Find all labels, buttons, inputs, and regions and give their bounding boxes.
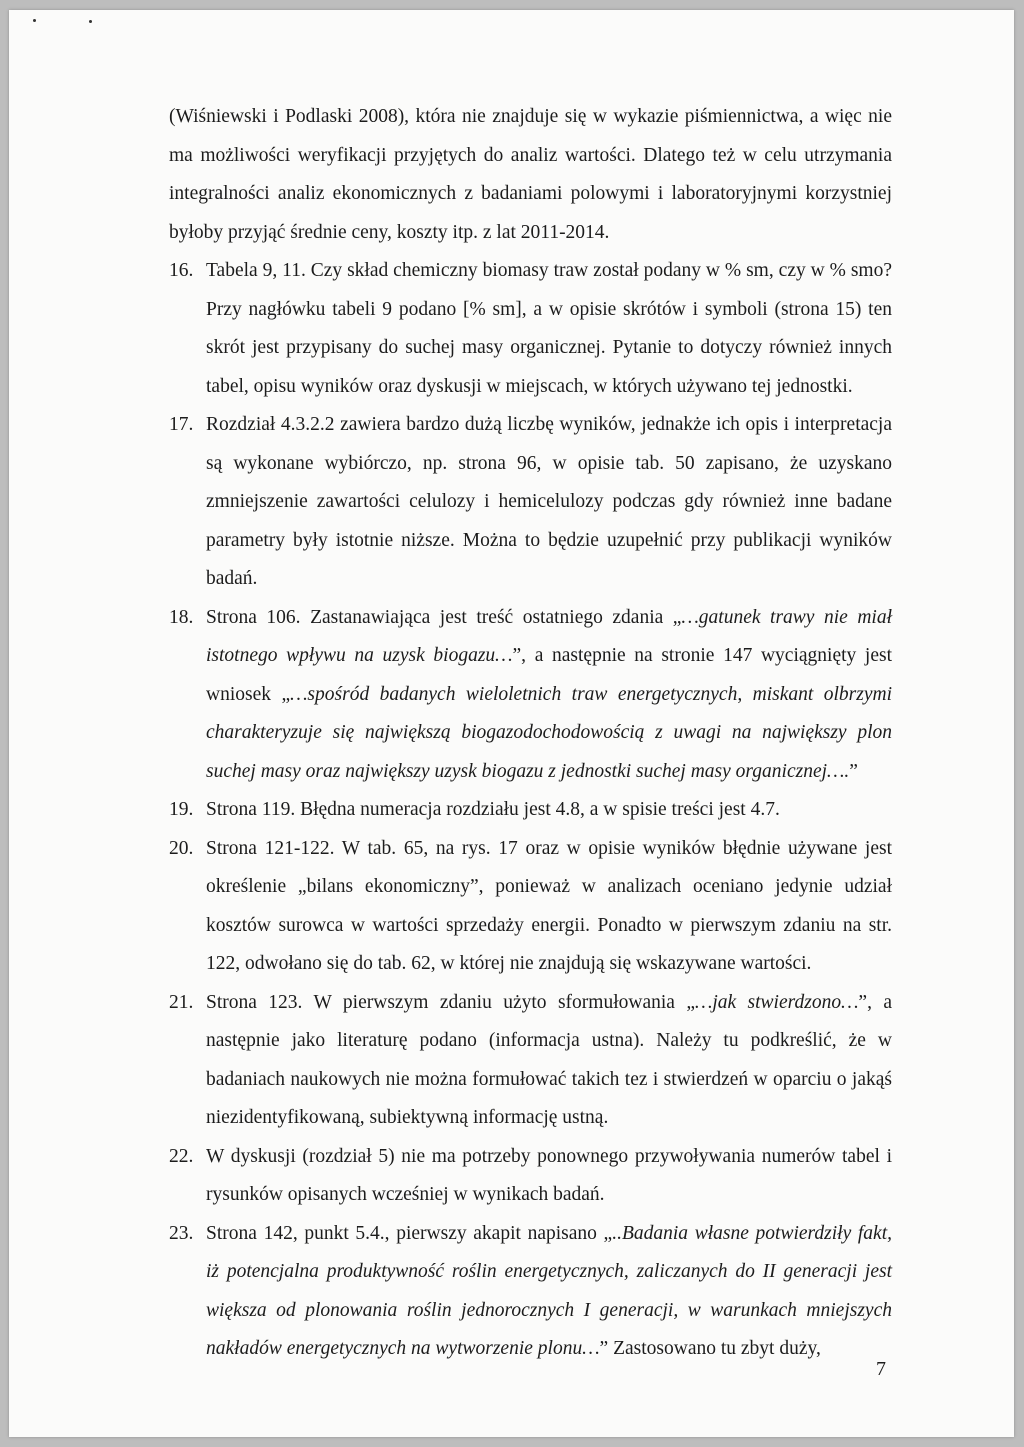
- list-item-number: 16.: [169, 260, 194, 281]
- list-item-text: [206, 830, 892, 984]
- list-item-text: [206, 406, 892, 599]
- intro-paragraph: (Wiśniewski i Podlaski 2008), która nie znajduje się w wykazie piśmiennictwa, a więc nie ma możliwości weryfikacji przyjętych do analiz wartości. Dlatego też w celu utrzymania integralności analiz ekonomicznych z badaniami polowymi i laboratoryjnymi korzystniej byłoby przyjąć średnie ceny, koszty itp. z lat 2011-2014.: [169, 106, 892, 243]
- text-segment: Strona 106. Zastanawiająca jest treść ostatniego zdania „: [206, 606, 682, 628]
- text-segment: ”, a następnie jako literaturę podano (informacja ustna). Należy tu podkreślić, że w badaniach naukowych nie można formułować takich tez i stwierdzeń w oparciu o jakąś niezidentyfikowaną, subiektywną informację ustną.: [206, 991, 892, 1128]
- text-segment: W dyskusji (rozdział 5) nie ma potrzeby ponownego przywoływania numerów tabel i rysunków opisanych wcześniej w wynikach badań.: [206, 1145, 892, 1205]
- list-item-number: 22.: [169, 1145, 194, 1167]
- list-item: [169, 252, 892, 406]
- list-item: [169, 830, 892, 984]
- list-item-text: [206, 252, 892, 406]
- text-segment: Rozdział 4.3.2.2 zawiera bardzo dużą liczbę wyników, jednakże ich opis i interpretacja są wykonane wybiórczo, np. strona 96, w opisie tab. 50 zapisano, że uzyskano zmniejszenie zawartości celulozy i hemicelulozy podczas gdy również inne badane parametry były istotnie niższe. Można to będzie uzupełnić przy publikacji wyników badań.: [206, 414, 892, 589]
- page-number: 7: [876, 1358, 886, 1380]
- list-item-number: 20.: [169, 837, 194, 859]
- scan-mark: [89, 20, 92, 23]
- scan-mark: [33, 19, 36, 22]
- text-segment: Tabela 9, 11. Czy skład chemiczny biomasy traw został podany w % sm, czy w % smo? Przy nagłówku tabeli 9 podano [% sm], a w opisie skrótów i symboli (strona 15) ten skrót jest przypisany do suchej masy organicznej. Pytanie to dotyczy również innych tabel, opisu wyników oraz dyskusji w miejscach, w których używano tej jednostki.: [206, 260, 892, 397]
- list-item-text: [206, 791, 892, 830]
- text-segment: ”, a następnie na stronie 147 wyciągnięty jest wniosek „: [206, 645, 892, 705]
- list-item-number: 18.: [169, 606, 194, 628]
- list-item: [169, 1138, 892, 1215]
- numbered-list: [169, 252, 892, 1369]
- text-segment: Strona 119. Błędna numeracja rozdziału jest 4.8, a w spisie treści jest 4.7.: [206, 799, 780, 820]
- list-item-text: [206, 1215, 892, 1369]
- list-item-number: 19.: [169, 799, 194, 820]
- list-item: [169, 791, 892, 830]
- list-item: [169, 1215, 892, 1369]
- list-item-number: 21.: [169, 991, 194, 1013]
- list-item-text: [206, 599, 892, 792]
- text-segment: ” Zastosowano tu zbyt duży,: [599, 1338, 821, 1359]
- text-segment: Strona 121-122. W tab. 65, na rys. 17 oraz w opisie wyników błędnie używane jest określenie „bilans ekonomiczny”, ponieważ w analizach oceniano jedynie udział kosztów surowca w wartości sprzedaży energii. Ponadto w pierwszym zdaniu na str. 122, odwołano się do tab. 62, w której nie znajdują się wskazywane wartości.: [206, 837, 892, 974]
- italic-quote: …jak stwierdzono…: [694, 991, 859, 1013]
- list-item: [169, 984, 892, 1138]
- list-item-text: [206, 984, 892, 1138]
- list-item-text: [206, 1138, 892, 1215]
- list-item-number: 23.: [169, 1222, 194, 1244]
- list-item: [169, 599, 892, 792]
- text-segment: Strona 142, punkt 5.4., pierwszy akapit napisano „: [206, 1222, 613, 1244]
- italic-quote: …gatunek trawy nie miał istotnego wpływu na uzysk biogazu…: [206, 606, 892, 666]
- document-body: [169, 98, 892, 1369]
- text-segment: Strona 123. W pierwszym zdaniu użyto sformułowania „: [206, 991, 695, 1013]
- list-item: [169, 406, 892, 599]
- italic-quote: ..Badania własne potwierdziły fakt, iż potencjalna produktywność roślin energetycznych, zaliczanych do II generacji jest większa od plonowania roślin jednorocznych I generacji, w warunkach mniejszych nakładów energetycznych na wytworzenie plonu…: [206, 1222, 893, 1359]
- text-segment: ”: [849, 760, 858, 782]
- list-item-number: 17.: [169, 414, 194, 435]
- italic-quote: …spośród badanych wieloletnich traw energetycznych, miskant olbrzymi charakteryzuje się największą biogazodochodowością z uwagi na największy plon suchej masy oraz największy uzysk biogazu z jednostki suchej masy organicznej….: [206, 683, 892, 782]
